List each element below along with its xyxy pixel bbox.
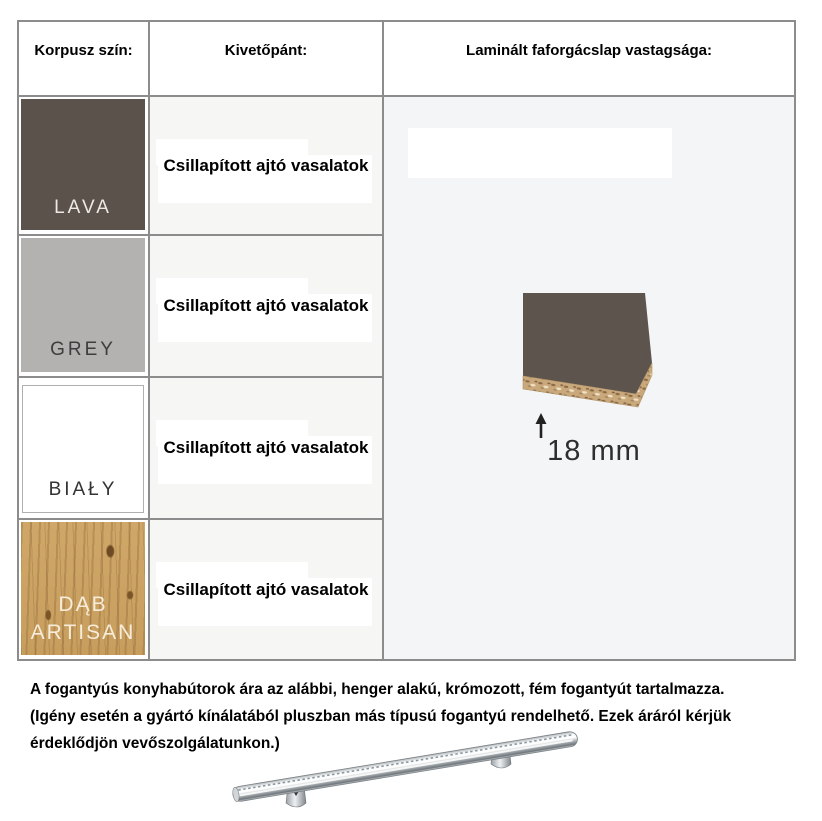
header-hinge bbox=[150, 22, 384, 97]
chrome-handle-image bbox=[220, 722, 595, 818]
spec-table bbox=[17, 20, 796, 661]
table-row bbox=[19, 97, 150, 236]
handle-bar bbox=[232, 731, 579, 803]
hinge-text: Csillapított ajtó vasalatok bbox=[163, 438, 369, 457]
swatch-label: DĄB ARTISAN bbox=[30, 593, 136, 644]
thickness-value: 18 mm bbox=[547, 435, 641, 467]
hinge-text: Csillapított ajtó vasalatok bbox=[163, 579, 369, 599]
hinge-cell bbox=[150, 236, 384, 378]
note-line: (Igény esetén a gyártó kínálatából pluszban más típusú fogantyú rendelhető. Ezek áráról kérjük bbox=[30, 708, 732, 725]
chipboard-cross-section-image bbox=[500, 275, 680, 450]
color-swatch-dab-artisan bbox=[21, 522, 145, 655]
swatch-label: GREY bbox=[50, 339, 116, 361]
header-hinge-label: Kivetőpánt: bbox=[224, 42, 308, 59]
board-thickness-cell bbox=[384, 97, 794, 659]
hinge-cell bbox=[150, 97, 384, 236]
header-body-color bbox=[19, 22, 150, 97]
color-swatch-grey bbox=[21, 238, 145, 372]
hinge-cell bbox=[150, 378, 384, 520]
note-line: érdeklődjön vevőszolgálatunkon.) bbox=[30, 735, 280, 752]
table-row bbox=[19, 378, 150, 520]
swatch-label: LAVA bbox=[54, 197, 112, 219]
note-line: A fogantyús konyhabútorok ára az alábbi, henger alakú, krómozott, fém fogantyút tartalmazza. bbox=[30, 681, 725, 698]
whiteout-patch bbox=[408, 128, 672, 178]
swatch-label: BIAŁY bbox=[48, 479, 118, 501]
hinge-text: Csillapított ajtó vasalatok bbox=[163, 296, 369, 315]
color-swatch-bialy bbox=[22, 385, 144, 513]
hinge-text: Csillapított ajtó vasalatok bbox=[163, 155, 369, 175]
color-swatch-lava bbox=[21, 99, 145, 230]
table-row bbox=[19, 236, 150, 378]
header-board-thickness bbox=[384, 22, 794, 97]
header-board-thickness-label: Laminált faforgácslap vastagsága: bbox=[466, 42, 712, 59]
hinge-cell bbox=[150, 520, 384, 659]
header-body-color-label: Korpusz szín: bbox=[34, 42, 133, 59]
table-row bbox=[19, 520, 150, 659]
